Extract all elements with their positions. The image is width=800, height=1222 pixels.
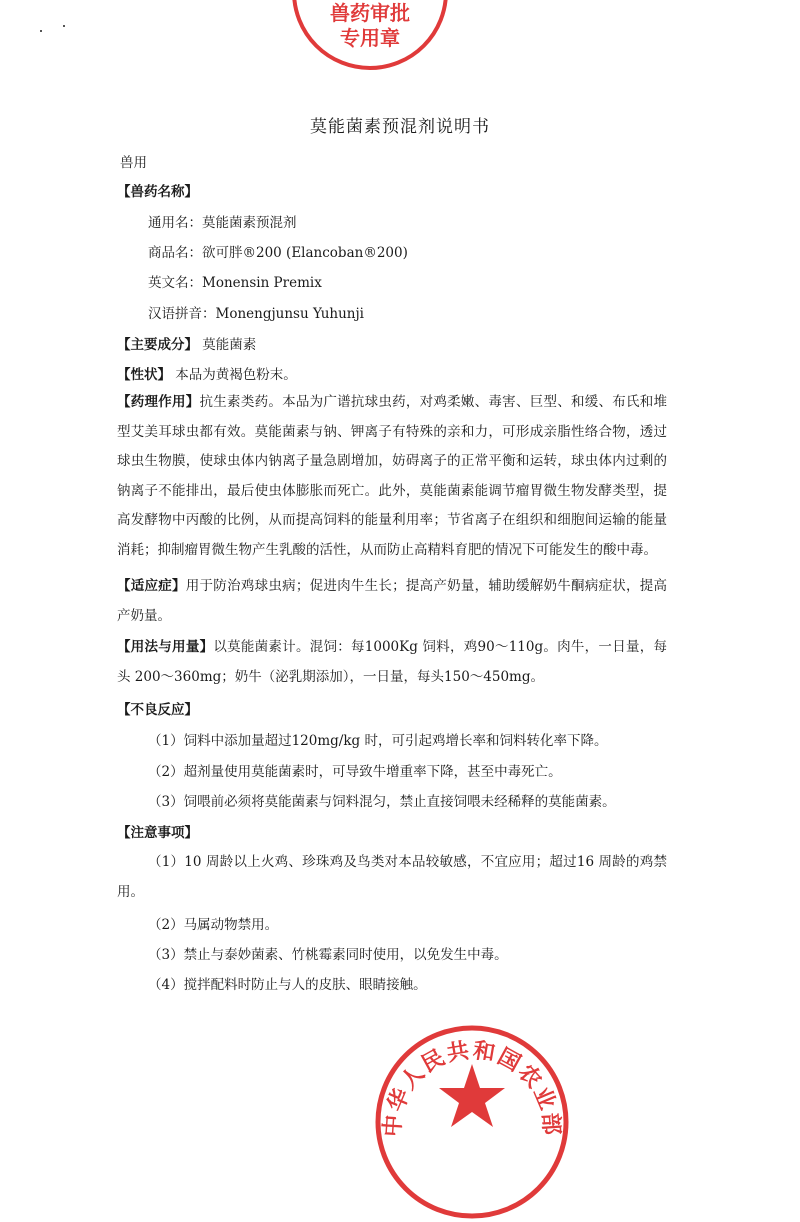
name-english: 英文名：Monensin Premix — [148, 275, 322, 291]
section-heading-ingredient: 【主要成分】 — [117, 337, 198, 353]
name-pinyin: 汉语拼音：Monengjunsu Yuhunji — [148, 306, 364, 322]
document-title: 莫能菌素预混剂说明书 — [310, 117, 490, 137]
name-generic: 通用名：莫能菌素预混剂 — [148, 215, 297, 231]
pharmacology-text: 抗生素类药。本品为广谱抗球虫药，对鸡柔嫩、毒害、巨型、和缓、布氏和堆型艾美耳球虫都有效。莫能菌素与钠、钾离子有特殊的亲和力，可形成亲脂性络合物，透过球虫生物膜，使球虫体内钠离子量急剧增加，妨碍离子的正常平衡和运转，球虫体内过剩的钠离子不能排出，最后使虫体膨胀而死亡。此外，莫能菌素能调节瘤胃微生物发酵类型，提高发酵物中丙酸的比例，从而提高饲料的能量利用率；节省离子在组织和细胞间运输的能量消耗；抑制瘤胃微生物产生乳酸的活性，从而防止高精料育肥的情况下可能发生的酸中毒。 — [117, 394, 668, 558]
scan-speck — [40, 30, 42, 32]
scan-speck — [63, 25, 65, 27]
adverse-item-2: （2）超剂量使用莫能菌素时，可导致牛增重率下降，甚至中毒死亡。 — [148, 764, 562, 780]
star-icon — [439, 1064, 505, 1127]
section-heading-character: 【性状】 — [117, 367, 171, 383]
section-indication — [117, 572, 667, 631]
seal-bottom-text: 中华人民共和国农业部 — [380, 1038, 564, 1138]
adverse-item-3: （3）饲喂前必须将莫能菌素与饲料混匀，禁止直接饲喂未经稀释的莫能菌素。 — [148, 794, 616, 810]
section-character — [117, 363, 297, 383]
section-dosage — [117, 633, 667, 692]
character-text: 本品为黄褐色粉末。 — [175, 367, 297, 383]
section-heading-name: 【兽药名称】 — [117, 184, 198, 200]
precaution-item-3: （3）禁止与泰妙菌素、竹桃霉素同时使用，以免发生中毒。 — [148, 947, 508, 963]
section-ingredient — [117, 333, 256, 353]
approval-stamp-top — [290, 0, 450, 72]
precaution-item-1: （1）10 周龄以上火鸡、珍珠鸡及鸟类对本品较敏感，不宜应用；超过16 周龄的鸡禁用。 — [117, 854, 667, 900]
stamp-top-line2: 专用章 — [340, 26, 400, 50]
section-pharmacology — [117, 388, 667, 566]
adverse-item-1: （1）饲料中添加量超过120mg/kg 时，可引起鸡增长率和饲料转化率下降。 — [148, 733, 608, 749]
section-heading-precautions: 【注意事项】 — [117, 825, 198, 841]
ingredient-text: 莫能菌素 — [202, 337, 257, 353]
name-trade: 商品名：欲可胖®200 (Elancoban®200) — [148, 245, 408, 261]
ministry-seal-bottom — [372, 1022, 572, 1222]
section-heading-dosage: 【用法与用量】 — [117, 639, 214, 655]
category-label: 兽用 — [120, 155, 147, 171]
section-heading-adverse: 【不良反应】 — [117, 702, 198, 718]
precaution-item-4: （4）搅拌配料时防止与人的皮肤、眼睛接触。 — [148, 977, 427, 993]
section-heading-indication: 【适应症】 — [117, 578, 186, 594]
precaution-item-2: （2）马属动物禁用。 — [148, 917, 279, 933]
indication-text: 用于防治鸡球虫病；促进肉牛生长；提高产奶量，辅助缓解奶牛酮病症状，提高产奶量。 — [117, 578, 668, 624]
section-heading-pharmacology: 【药理作用】 — [117, 394, 200, 410]
dosage-text: 以莫能菌素计。混饲：每1000Kg 饲料，鸡90～110g。肉牛，一日量，每头 200～360mg；奶牛（泌乳期添加），一日量，每头150～450mg。 — [117, 639, 667, 685]
stamp-top-line1: 兽药审批 — [330, 1, 410, 25]
